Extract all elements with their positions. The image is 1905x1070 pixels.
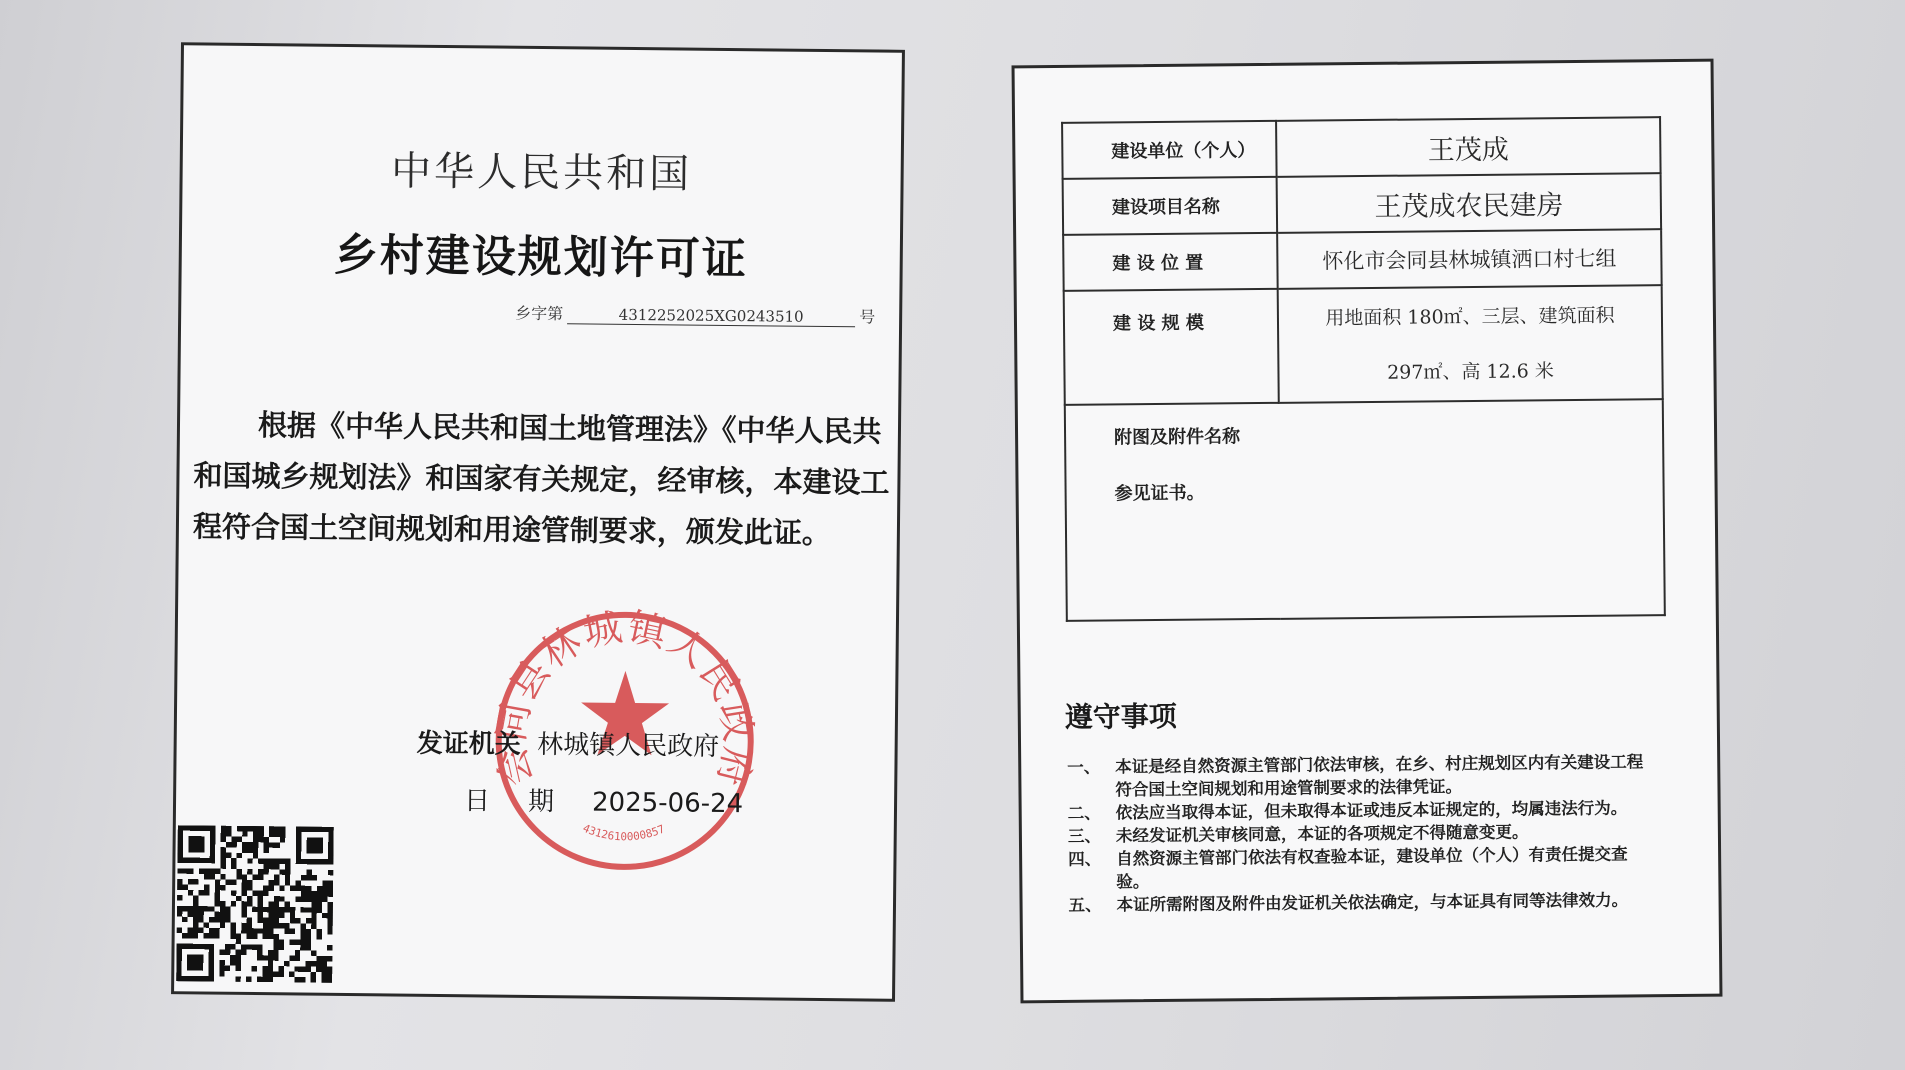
country-name: 中华人民共和国 — [390, 148, 693, 198]
issue-date — [464, 780, 743, 820]
rule-number: 三、 — [1067, 826, 1102, 846]
svg-text:4312610000857 — [581, 822, 667, 844]
rule-number: 五、 — [1068, 895, 1102, 915]
scale-line-2: 297㎡、高 12.6 米 — [1387, 360, 1554, 384]
attachments-value: 参见证书。 — [1114, 482, 1205, 505]
table-row — [1062, 117, 1661, 179]
rule-number: 一、 — [1067, 757, 1101, 777]
scale-line-1: 用地面积 180㎡、三层、建筑面积 — [1325, 304, 1615, 330]
rule-text: 本证所需附图及附件由发证机关依法确定，与本证具有同等法律效力。 — [1116, 890, 1629, 915]
builder-value: 王茂成 — [1276, 117, 1661, 177]
issuing-authority — [417, 723, 720, 763]
permit-body-text: 根据《中华人民共和国土地管理法》《中华人民共和国城乡规划法》和国家有关规定，经审核，本建设工程符合国土空间规划和用途管制要求，颁发此证。 — [192, 408, 890, 551]
table-row — [1064, 285, 1663, 405]
date-label: 日期 — [463, 786, 593, 818]
permit-back-page — [1012, 59, 1723, 1004]
project-name-label: 建设项目名称 — [1063, 177, 1278, 235]
rule-text: 本证是经自然资源主管部门依法审核，在乡、村庄规划区内有关建设工程符合国土空间规划和用途管制要求的法律凭证。 — [1115, 752, 1644, 800]
attachments-label: 附图及附件名称 — [1113, 426, 1241, 449]
table-row — [1063, 229, 1662, 291]
document-title: 乡村建设规划许可证 — [333, 229, 749, 286]
attachments-cell — [1065, 399, 1665, 621]
rules-list — [1067, 750, 1659, 917]
list-item — [1067, 750, 1657, 802]
scale-label: 建 设 规 模 — [1064, 289, 1279, 405]
list-item — [1068, 842, 1658, 894]
issuer-label: 发证机关 — [416, 728, 521, 760]
project-info-table — [1061, 116, 1666, 622]
location-value: 怀化市会同县林城镇洒口村七组 — [1277, 229, 1662, 289]
issuer-value: 林城镇人民政府 — [537, 730, 720, 762]
table-row — [1065, 399, 1665, 621]
rule-text: 依法应当取得本证，但未取得本证或违反本证规定的，均属违法行为。 — [1115, 798, 1628, 823]
rule-text: 未经发证机关审核同意，本证的各项规定不得随意变更。 — [1115, 822, 1529, 846]
permit-front-page — [171, 42, 905, 1002]
date-value: 2025-06-24 — [591, 787, 744, 820]
cert-no-prefix: 乡字第 — [515, 303, 564, 324]
rule-text: 自然资源主管部门依法有权查验本证，建设单位（个人）有责任提交查验。 — [1116, 844, 1628, 892]
seal-code: 4312610000857 — [580, 821, 667, 844]
rule-number: 二、 — [1067, 803, 1101, 823]
table-row — [1063, 173, 1662, 235]
project-name-value: 王茂成农民建房 — [1277, 173, 1662, 233]
cert-no-value: 4312252025XG0243510 — [567, 305, 855, 327]
seal-text: 会同县林城镇人民政府 — [488, 604, 762, 793]
qr-code-icon — [176, 825, 334, 983]
scale-value — [1278, 285, 1663, 403]
rules-title: 遵守事项 — [1064, 699, 1177, 734]
location-label: 建 设 位 置 — [1063, 233, 1278, 291]
cert-no-suffix: 号 — [859, 307, 876, 327]
certificate-number — [515, 301, 875, 328]
builder-label: 建设单位（个人） — [1062, 121, 1277, 179]
list-item — [1068, 888, 1658, 917]
rule-number: 四、 — [1068, 849, 1102, 869]
